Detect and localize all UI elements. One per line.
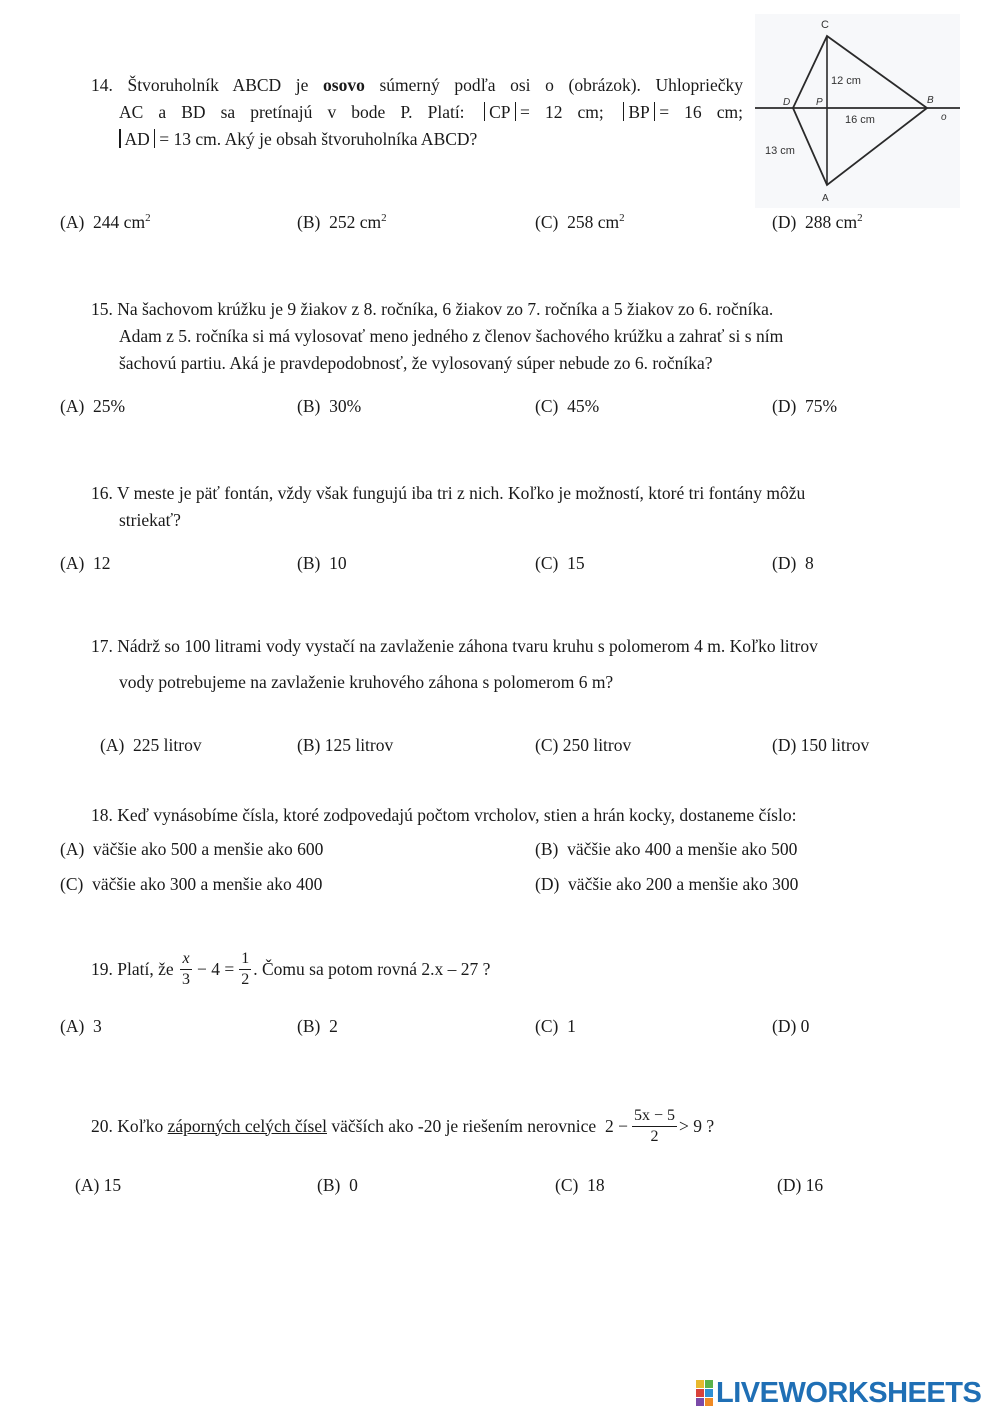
option-20-a[interactable]: (A) 15 (75, 1175, 122, 1195)
option-15-d[interactable]: (D) 75% (772, 396, 838, 416)
vertex-c-label: C (821, 19, 829, 31)
option-14-d[interactable]: (D) 288 $cm^2$ (772, 212, 863, 232)
question-text: Keď vynásobíme čísla, ktoré zodpovedajú počtom vrcholov, stien a hrán kocky, dostaneme číslo: (117, 805, 797, 825)
question-15 (91, 296, 783, 377)
question-18 (91, 802, 796, 829)
length-cp-label: 12 cm (831, 75, 861, 87)
option-14-c[interactable]: (C) 258 $cm^2$ (535, 212, 625, 232)
quadrilateral-figure (755, 14, 960, 208)
logo-mark-icon (696, 1380, 713, 1406)
option-20-d[interactable]: (D) 16 (777, 1175, 824, 1195)
option-19-c[interactable]: (C) 1 (535, 1016, 576, 1036)
question-number: 17. (91, 636, 113, 656)
option-17-a[interactable]: (A) 225 litrov (100, 735, 202, 755)
option-15-c[interactable]: (C) 45% (535, 396, 600, 416)
option-18-d[interactable]: (D) väčšie ako 200 a menšie ako 300 (535, 874, 799, 894)
question-text: = 13 cm. Aký je obsah štvoruholníka ABCD? (159, 129, 478, 149)
option-14-a[interactable]: (A) 244 $cm^2$ (60, 212, 151, 232)
option-17-c[interactable]: (C) 250 litrov (535, 735, 632, 755)
option-19-d[interactable]: (D) 0 (772, 1016, 810, 1036)
logo-tile (696, 1389, 704, 1397)
length-ad-label: 13 cm (765, 145, 795, 157)
option-18-b[interactable]: (B) väčšie ako 400 a menšie ako 500 (535, 839, 798, 859)
question-text: . Čomu sa potom rovná 2.x – 27 ? (253, 958, 491, 979)
figure-svg (755, 14, 960, 208)
question-text: Štvoruholník ABCD je (127, 75, 324, 95)
segment-cp: CP (489, 102, 511, 122)
bold-word: osovo (323, 75, 365, 95)
option-18-a[interactable]: (A) väčšie ako 500 a menšie ako 600 (60, 839, 324, 859)
option-17-b[interactable]: (B) 125 litrov (297, 735, 394, 755)
axis-o-label: o (941, 112, 947, 123)
option-19-a[interactable]: (A) 3 (60, 1016, 102, 1036)
question-text: Na šachovom krúžku je 9 žiakov z 8. ročníka, 6 žiakov zo 7. ročníka a 5 žiakov zo 6. ročníka. (117, 299, 774, 319)
vertex-d-label: D (783, 97, 791, 108)
question-number: 20. (91, 1115, 113, 1136)
option-16-d[interactable]: (D) 8 (772, 553, 814, 573)
logo-tile (705, 1398, 713, 1406)
question-text: vody potrebujeme na zavlaženie kruhového záhona s polomerom 6 m? (119, 672, 614, 692)
logo-text: LIVEWORKSHEETS (716, 1376, 982, 1409)
option-17-d[interactable]: (D) 150 litrov (772, 735, 870, 755)
underlined-phrase: záporných celých čísel (167, 1115, 327, 1136)
logo-tile (696, 1398, 704, 1406)
question-number: 18. (91, 805, 113, 825)
logo-tile (705, 1389, 713, 1397)
option-15-a[interactable]: (A) 25% (60, 396, 126, 416)
option-18-c[interactable]: (C) väčšie ako 300 a menšie ako 400 (60, 874, 323, 894)
segment-ad: AD (124, 129, 150, 149)
option-16-b[interactable]: (B) 10 (297, 553, 347, 573)
logo-tile (696, 1380, 704, 1388)
question-text: striekať? (119, 510, 181, 530)
option-16-a[interactable]: (A) 12 (60, 553, 111, 573)
question-text: šachovú partiu. Aká je pravdepodobnosť, že vylosovaný súper nebude zo 6. ročníka? (119, 353, 713, 373)
option-15-b[interactable]: (B) 30% (297, 396, 362, 416)
fraction-5x-5-over-2: $\frac{5x - 5}{2}$ (633, 1106, 675, 1145)
liveworksheets-logo[interactable] (696, 1376, 981, 1410)
question-number: 16. (91, 483, 113, 503)
option-20-b[interactable]: (B) 0 (317, 1175, 358, 1195)
segment-bp: BP (628, 102, 650, 122)
fraction-one-half: $\frac{1}{2}$ (241, 949, 250, 988)
fraction-x-over-3: $\frac{x}{3}$ (182, 949, 190, 988)
question-text: V meste je päť fontán, vždy však fungujú iba tri z nich. Koľko je možností, ktoré tri fontány môžu (116, 483, 806, 503)
option-16-c[interactable]: (C) 15 (535, 553, 585, 573)
question-16 (91, 480, 805, 534)
option-20-c[interactable]: (C) 18 (555, 1175, 605, 1195)
question-17 (91, 628, 818, 700)
question-number: 15. (91, 299, 113, 319)
question-text: AC a BD sa pretínajú v bode P. Platí: (119, 102, 465, 122)
question-number: 14. (91, 75, 113, 95)
question-text: Platí, že (117, 958, 174, 979)
quadrilateral-abcd (793, 36, 927, 185)
option-19-b[interactable]: (B) 2 (297, 1016, 338, 1036)
option-14-b[interactable]: (B) 252 $cm^2$ (297, 212, 387, 232)
question-19: 19. Platí, že $\frac{x}{3}$ − 4 = $\frac{1}{2}$ . Čomu sa potom rovná 2.x – 27 ? (91, 949, 491, 988)
question-text: Adam z 5. ročníka si má vylosovať meno jedného z členov šachového krúžku a zahrať si s ním (119, 326, 784, 346)
length-bp-label: 16 cm (845, 114, 875, 126)
question-text: súmerný podľa osi o (obrázok). Uhlopriečky (364, 75, 744, 95)
question-14: 14. Štvoruholník ABCD je osovo súmerný podľa osi o (obrázok). Uhlopriečky AC a BD sa pretínajú v bode P. Platí: CP = 12 cm; BP = 16 cm; AD = 13 cm. Aký je obsah štvoruholníka ABCD? (91, 75, 744, 149)
point-p-label: P (816, 97, 823, 108)
question-text: Nádrž so 100 litrami vody vystačí na zavlaženie záhona tvaru kruhu s polomerom 4 m. Koľko litrov (117, 636, 818, 656)
question-20: 20. Koľko záporných celých čísel väčších ako -20 je riešením nerovnice 2 − $\frac{5x - 5}{2}$ > 9 ? (91, 1106, 715, 1145)
logo-tile (705, 1380, 713, 1388)
question-number: 19. (91, 958, 113, 979)
vertex-a-label: A (822, 193, 829, 204)
vertex-b-label: B (927, 95, 934, 106)
